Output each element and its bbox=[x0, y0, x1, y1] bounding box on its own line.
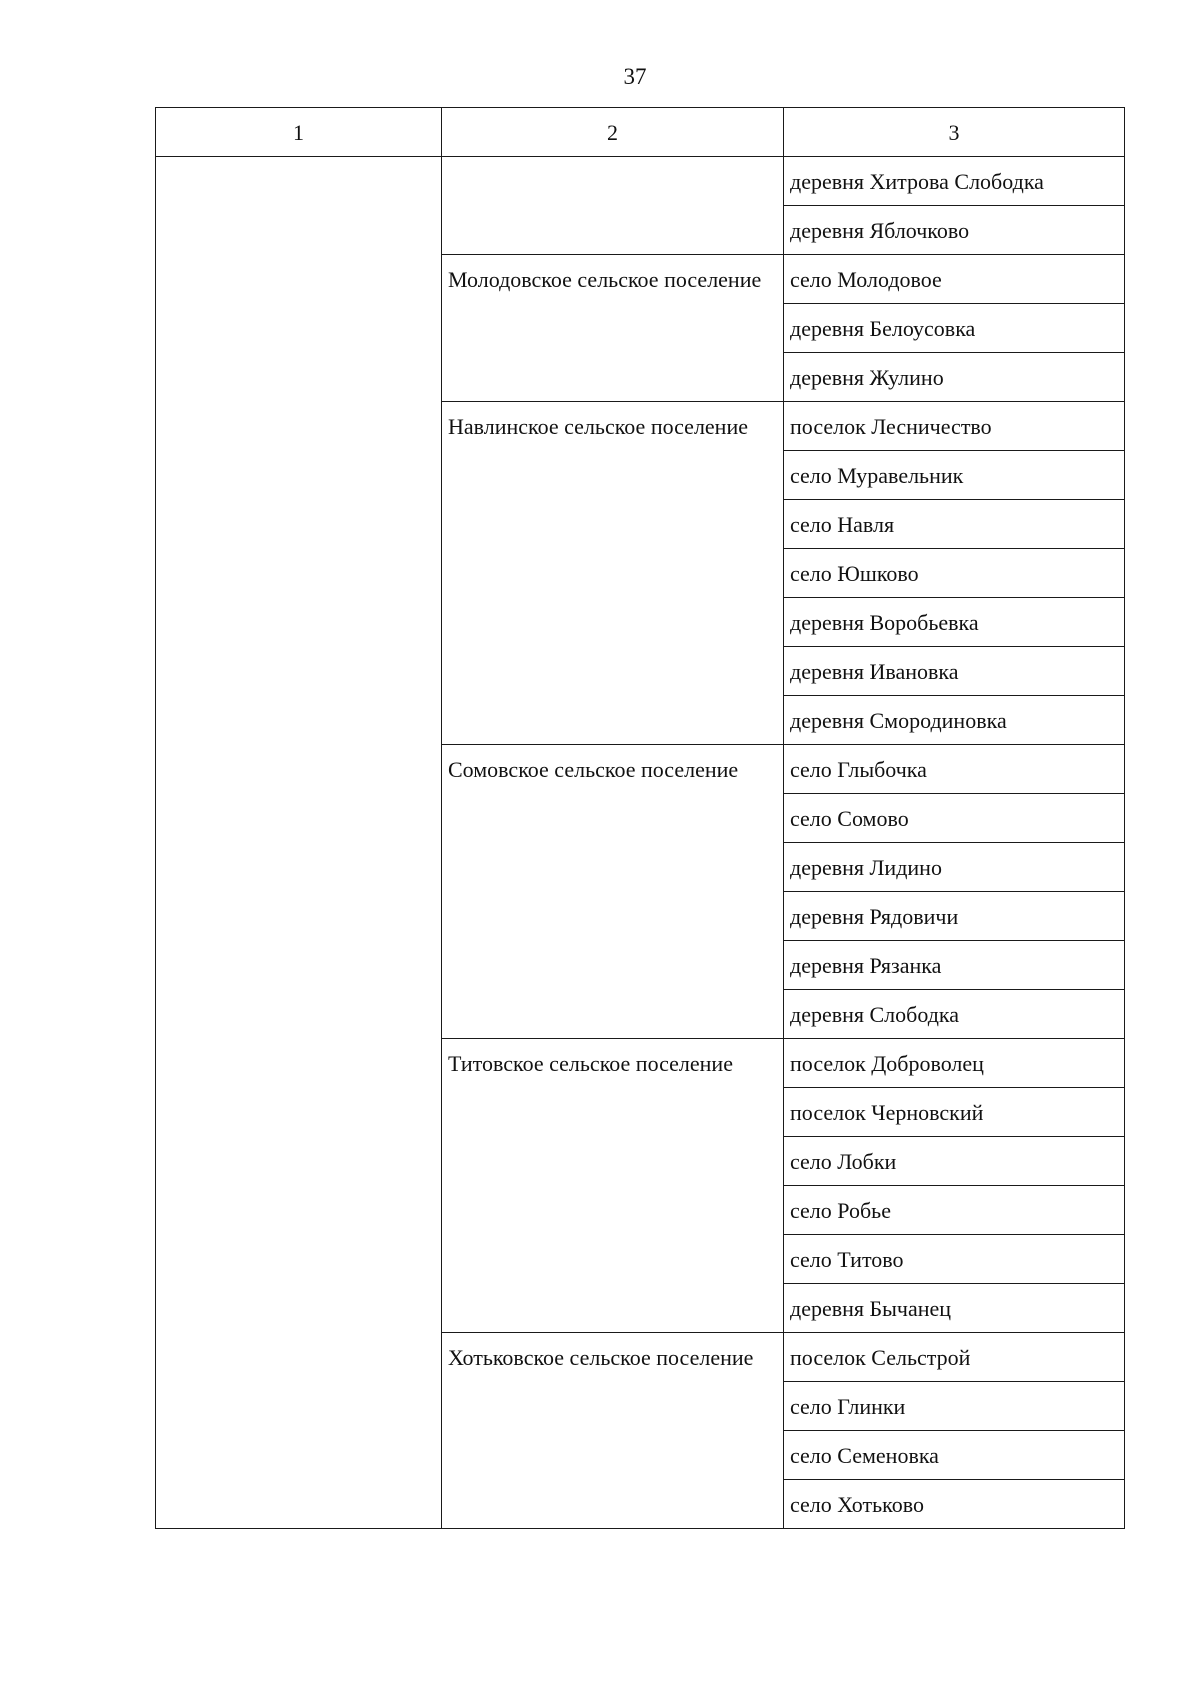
header-row bbox=[156, 108, 1125, 157]
locality-cell: село Глинки bbox=[784, 1382, 1125, 1431]
settlement-cell: Молодовское сельское поселение bbox=[442, 255, 784, 402]
header-col-1: 1 bbox=[156, 108, 442, 157]
locality-cell: село Хотьково bbox=[784, 1480, 1125, 1529]
locality-cell: село Лобки bbox=[784, 1137, 1125, 1186]
locality-cell: село Семеновка bbox=[784, 1431, 1125, 1480]
locality-cell: деревня Жулино bbox=[784, 353, 1125, 402]
locality-cell: поселок Сельстрой bbox=[784, 1333, 1125, 1382]
locality-cell: село Сомово bbox=[784, 794, 1125, 843]
district-cell bbox=[156, 157, 442, 1529]
settlement-cell: Сомовское сельское поселение bbox=[442, 745, 784, 1039]
locality-cell: деревня Слободка bbox=[784, 990, 1125, 1039]
locality-cell: поселок Черновский bbox=[784, 1088, 1125, 1137]
locality-cell: село Робье bbox=[784, 1186, 1125, 1235]
locality-cell: поселок Доброволец bbox=[784, 1039, 1125, 1088]
locality-cell: село Навля bbox=[784, 500, 1125, 549]
locality-cell: село Титово bbox=[784, 1235, 1125, 1284]
table-row bbox=[156, 157, 1125, 206]
locality-cell: деревня Ивановка bbox=[784, 647, 1125, 696]
locality-cell: деревня Бычанец bbox=[784, 1284, 1125, 1333]
locality-cell: село Глыбочка bbox=[784, 745, 1125, 794]
locality-cell: деревня Рязанка bbox=[784, 941, 1125, 990]
locality-cell: село Молодовое bbox=[784, 255, 1125, 304]
settlement-cell: Навлинское сельское поселение bbox=[442, 402, 784, 745]
header-col-2: 2 bbox=[442, 108, 784, 157]
locality-cell: село Муравельник bbox=[784, 451, 1125, 500]
locality-cell: село Юшково bbox=[784, 549, 1125, 598]
settlement-cell: Хотьковское сельское поселение bbox=[442, 1333, 784, 1529]
settlement-cell: Титовское сельское поселение bbox=[442, 1039, 784, 1333]
locality-cell: поселок Лесничество bbox=[784, 402, 1125, 451]
locality-cell: деревня Воробьевка bbox=[784, 598, 1125, 647]
page-number: 37 bbox=[623, 64, 647, 89]
locality-cell: деревня Белоусовка bbox=[784, 304, 1125, 353]
locality-cell: деревня Смородиновка bbox=[784, 696, 1125, 745]
locality-cell: деревня Рядовичи bbox=[784, 892, 1125, 941]
locality-cell: деревня Хитрова Слободка bbox=[784, 157, 1125, 206]
header-col-3: 3 bbox=[784, 108, 1125, 157]
locality-cell: деревня Яблочково bbox=[784, 206, 1125, 255]
locality-cell: деревня Лидино bbox=[784, 843, 1125, 892]
settlements-table bbox=[155, 107, 1125, 1529]
settlement-cell bbox=[442, 157, 784, 255]
